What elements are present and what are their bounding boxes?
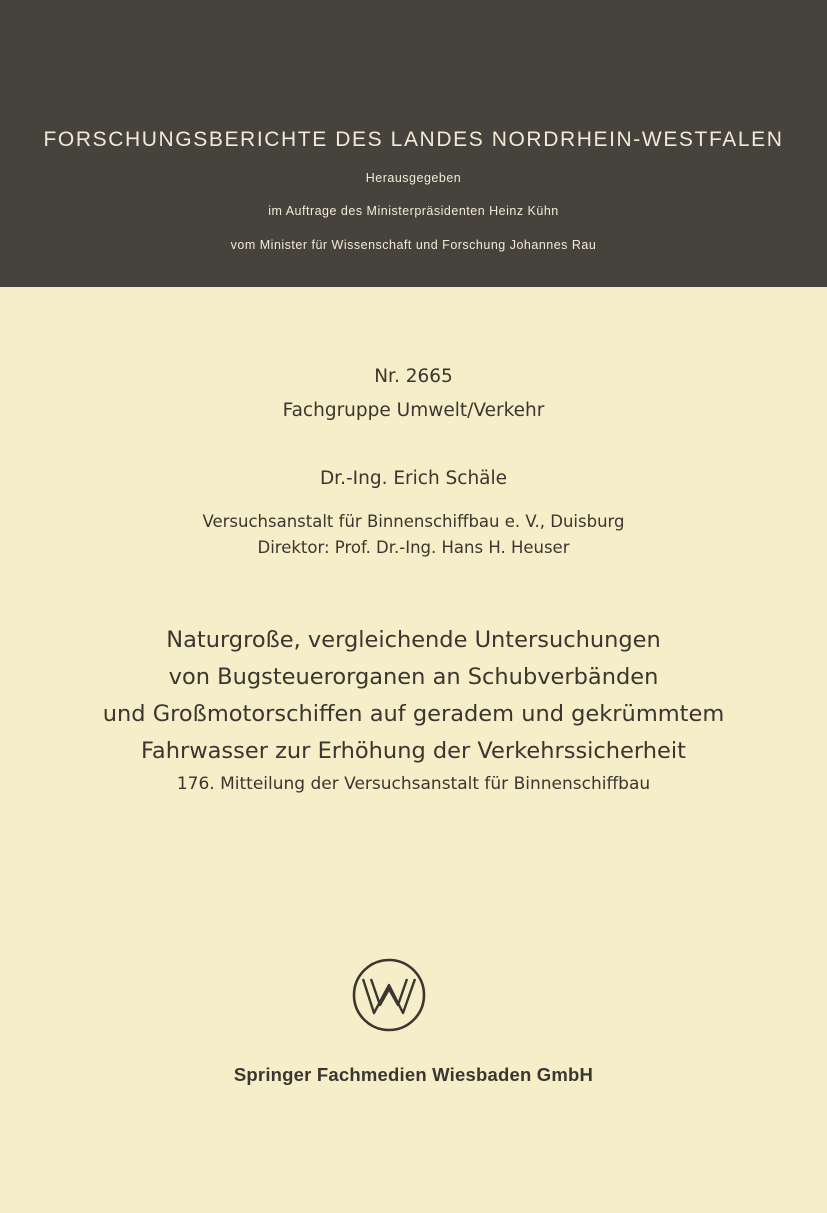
- institute-director: Direktor: Prof. Dr.-Ing. Hans H. Heuser: [257, 538, 570, 557]
- publisher-logo-icon: [351, 957, 427, 1033]
- editor-line-3: vom Minister für Wissenschaft und Forschung Johannes Rau: [230, 238, 597, 252]
- title-line: und Großmotorschiffen auf geradem und gekrümmtem: [102, 701, 725, 727]
- series-title: FORSCHUNGSBERICHTE DES LANDES NORDRHEIN-WESTFALEN: [43, 128, 784, 151]
- title-line: Naturgroße, vergleichende Untersuchungen: [166, 627, 661, 653]
- subject-group: Fachgruppe Umwelt/Verkehr: [282, 400, 545, 421]
- report-number: Nr. 2665: [374, 366, 453, 387]
- series-header: [0, 0, 827, 287]
- editor-line-1: Herausgegeben: [365, 171, 462, 185]
- book-title: [0, 622, 827, 770]
- author-institute: Versuchsanstalt für Binnenschiffbau e. V., Duisburg: [202, 512, 625, 531]
- publisher-name: Springer Fachmedien Wiesbaden GmbH: [233, 1064, 594, 1085]
- editor-line-2: im Auftrage des Ministerpräsidenten Heinz Kühn: [268, 204, 559, 218]
- title-line: Fahrwasser zur Erhöhung der Verkehrssicherheit: [141, 738, 686, 764]
- book-subtitle: 176. Mitteilung der Versuchsanstalt für Binnenschiffbau: [176, 774, 651, 794]
- author-name: Dr.-Ing. Erich Schäle: [319, 468, 508, 489]
- title-line: von Bugsteuerorganen an Schubverbänden: [168, 664, 659, 690]
